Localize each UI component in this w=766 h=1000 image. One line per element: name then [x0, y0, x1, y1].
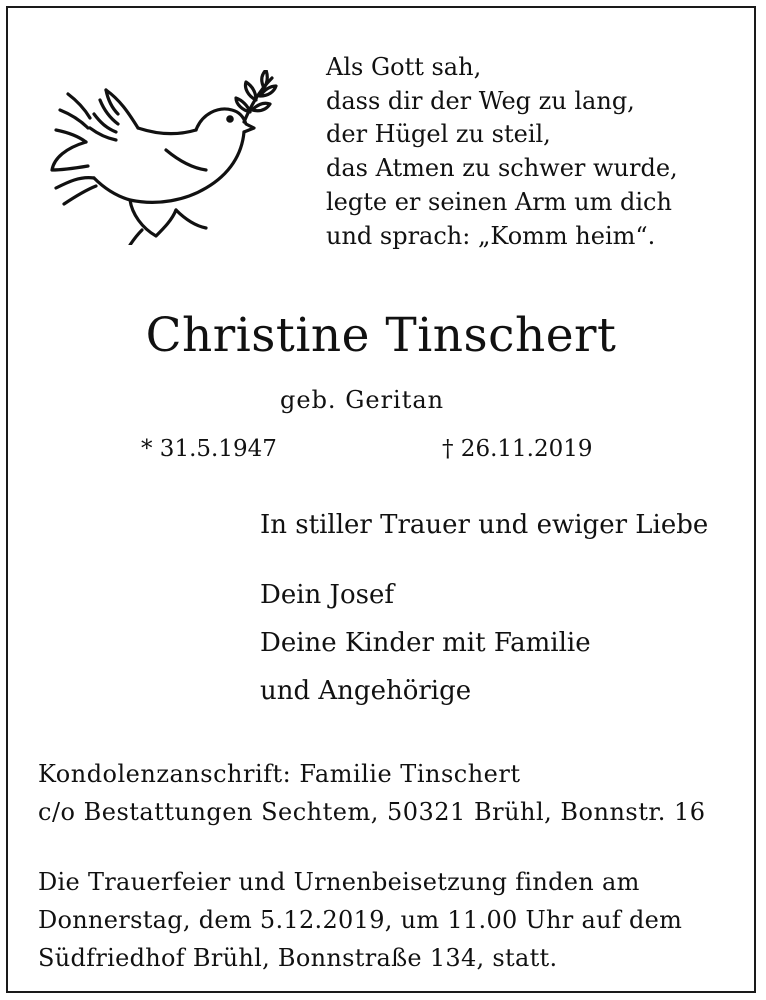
poem-line: der Hügel zu steil,: [326, 120, 551, 148]
signatory-line: Dein Josef: [260, 580, 394, 610]
death-date: † 26.11.2019: [442, 436, 593, 462]
poem-line: das Atmen zu schwer wurde,: [326, 154, 678, 182]
signatory-line: und Angehörige: [260, 676, 472, 706]
poem-line: legte er seinen Arm um dich: [326, 188, 672, 216]
signatory-line: Deine Kinder mit Familie: [260, 628, 591, 658]
obituary-notice: [6, 6, 756, 993]
service-line: Die Trauerfeier und Urnenbeisetzung finden am: [38, 868, 640, 896]
condolence-line: c/o Bestattungen Sechtem, 50321 Brühl, Bonnstr. 16: [38, 798, 706, 826]
deceased-name: Christine Tinschert: [145, 308, 617, 363]
condolence-line: Kondolenzanschrift: Familie Tinschert: [38, 760, 521, 788]
poem-line: und sprach: „Komm heim“.: [326, 222, 656, 250]
service-line: Donnerstag, dem 5.12.2019, um 11.00 Uhr auf dem: [38, 906, 683, 934]
service-line: Südfriedhof Brühl, Bonnstraße 134, statt.: [38, 944, 558, 972]
mourning-phrase: In stiller Trauer und ewiger Liebe: [260, 510, 709, 540]
poem-line: Als Gott sah,: [326, 53, 482, 81]
birth-date: * 31.5.1947: [141, 436, 277, 462]
poem-line: dass dir der Weg zu lang,: [326, 87, 635, 115]
dove-with-olive-branch-icon: [46, 70, 286, 245]
maiden-name: geb. Geritan: [280, 386, 445, 414]
